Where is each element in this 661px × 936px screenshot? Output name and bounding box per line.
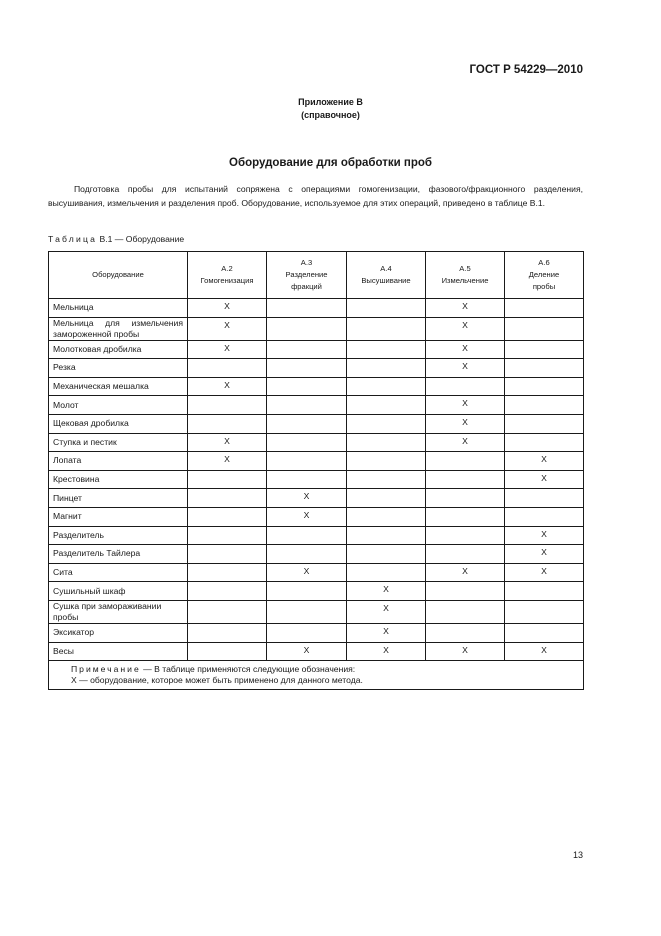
- mark-cell: [347, 470, 426, 489]
- table-caption: [48, 234, 184, 244]
- equipment-name: Разделитель Тайлера: [49, 545, 188, 564]
- mark-cell: [347, 433, 426, 452]
- mark-cell: [188, 359, 267, 378]
- mark-cell: [505, 600, 584, 623]
- table-row: [49, 299, 584, 318]
- column-header-code: А.4: [380, 264, 392, 273]
- mark-cell: [505, 340, 584, 359]
- column-header-sample-division: [505, 252, 584, 299]
- mark-cell: X: [505, 470, 584, 489]
- mark-cell: [188, 414, 267, 433]
- mark-cell: [347, 340, 426, 359]
- column-header-drying: [347, 252, 426, 299]
- mark-cell: X: [505, 563, 584, 582]
- mark-cell: [347, 489, 426, 508]
- mark-cell: X: [267, 642, 347, 661]
- equipment-name: Разделитель: [49, 526, 188, 545]
- mark-cell: [426, 545, 505, 564]
- table-row: [49, 623, 584, 642]
- mark-cell: X: [426, 563, 505, 582]
- mark-cell: [188, 489, 267, 508]
- mark-cell: [267, 452, 347, 471]
- mark-cell: X: [347, 623, 426, 642]
- table-row: [49, 470, 584, 489]
- table-row: [49, 340, 584, 359]
- mark-cell: [426, 470, 505, 489]
- column-header-homogenization: [188, 252, 267, 299]
- table-row: [49, 489, 584, 508]
- mark-cell: [505, 299, 584, 318]
- mark-cell: [426, 452, 505, 471]
- mark-cell: [267, 526, 347, 545]
- appendix-heading: [0, 96, 661, 122]
- column-header-equipment: [49, 252, 188, 299]
- mark-cell: [505, 433, 584, 452]
- column-header-code: А.3: [300, 258, 313, 267]
- mark-cell: [505, 396, 584, 415]
- mark-cell: X: [426, 396, 505, 415]
- mark-cell: [188, 582, 267, 601]
- mark-cell: [505, 507, 584, 526]
- mark-cell: [188, 470, 267, 489]
- equipment-name: Молот: [49, 396, 188, 415]
- table-header-row: [49, 252, 584, 299]
- mark-cell: [505, 377, 584, 396]
- mark-cell: [505, 489, 584, 508]
- mark-cell: X: [188, 433, 267, 452]
- mark-cell: [188, 507, 267, 526]
- mark-cell: [426, 507, 505, 526]
- equipment-name: Весы: [49, 642, 188, 661]
- equipment-name: Сита: [49, 563, 188, 582]
- column-header-fraction-separation: [267, 252, 347, 299]
- mark-cell: [347, 299, 426, 318]
- mark-cell: [347, 507, 426, 526]
- equipment-name: Сушка при замораживании пробы: [49, 600, 188, 623]
- table-caption-prefix: Таблица: [48, 234, 98, 244]
- table-note-line2: X — оборудование, которое может быть применено для данного метода.: [71, 675, 363, 686]
- mark-cell: X: [347, 642, 426, 661]
- mark-cell: [188, 563, 267, 582]
- mark-cell: [347, 414, 426, 433]
- table-row: [49, 452, 584, 471]
- standard-code: ГОСТ Р 54229—2010: [469, 64, 583, 76]
- equipment-name: Пинцет: [49, 489, 188, 508]
- equipment-name: Эксикатор: [49, 623, 188, 642]
- appendix-title: Приложение В: [298, 97, 363, 107]
- table-caption-text: В.1 — Оборудование: [99, 234, 185, 244]
- table-row: [49, 642, 584, 661]
- mark-cell: X: [188, 452, 267, 471]
- mark-cell: X: [505, 642, 584, 661]
- mark-cell: [267, 545, 347, 564]
- table-row: [49, 507, 584, 526]
- equipment-name: Сушильный шкаф: [49, 582, 188, 601]
- mark-cell: [505, 623, 584, 642]
- mark-cell: [505, 582, 584, 601]
- mark-cell: [188, 623, 267, 642]
- table-note-prefix: Примечание: [71, 664, 141, 675]
- column-header-label: Гомогенизация: [200, 276, 254, 285]
- column-header-code: А.2: [221, 264, 233, 273]
- column-header-label: фракций: [291, 282, 322, 291]
- mark-cell: [347, 396, 426, 415]
- mark-cell: [188, 600, 267, 623]
- table-row: [49, 396, 584, 415]
- mark-cell: X: [426, 359, 505, 378]
- mark-cell: X: [505, 526, 584, 545]
- table-row: [49, 563, 584, 582]
- table-note-text: — В таблице применяются следующие обозначения:: [143, 664, 356, 675]
- table-note: [49, 661, 584, 690]
- mark-cell: [347, 526, 426, 545]
- mark-cell: [426, 489, 505, 508]
- section-title: Оборудование для обработки проб: [229, 157, 432, 169]
- mark-cell: X: [426, 340, 505, 359]
- mark-cell: X: [426, 414, 505, 433]
- equipment-name: Резка: [49, 359, 188, 378]
- mark-cell: X: [426, 642, 505, 661]
- intro-paragraph: Подготовка пробы для испытаний сопряжена с операциями гомогенизации, фазового/фракционного разделения, высушивания, измельчения и разделения проб. Оборудование, используемое для этих операций, приведено в таблице В.1.: [48, 184, 583, 208]
- equipment-name: Щековая дробилка: [49, 414, 188, 433]
- mark-cell: [505, 359, 584, 378]
- mark-cell: X: [267, 563, 347, 582]
- column-header-label: Оборудование: [92, 270, 144, 279]
- column-header-label: Измельчение: [441, 276, 489, 285]
- mark-cell: [188, 545, 267, 564]
- equipment-name: Мельница: [49, 299, 188, 318]
- table-row: [49, 414, 584, 433]
- mark-cell: [267, 396, 347, 415]
- mark-cell: X: [505, 452, 584, 471]
- mark-cell: X: [188, 340, 267, 359]
- mark-cell: [347, 377, 426, 396]
- mark-cell: [267, 470, 347, 489]
- mark-cell: X: [426, 317, 505, 340]
- mark-cell: X: [188, 317, 267, 340]
- mark-cell: [188, 526, 267, 545]
- mark-cell: [347, 359, 426, 378]
- mark-cell: [426, 526, 505, 545]
- mark-cell: [267, 582, 347, 601]
- mark-cell: [347, 452, 426, 471]
- mark-cell: [426, 377, 505, 396]
- mark-cell: X: [426, 299, 505, 318]
- mark-cell: [267, 433, 347, 452]
- table-row: [49, 526, 584, 545]
- mark-cell: [426, 623, 505, 642]
- equipment-name: Крестовина: [49, 470, 188, 489]
- table-row: [49, 317, 584, 340]
- table-row: [49, 359, 584, 378]
- equipment-name: Мельница для измельчения замороженной пробы: [49, 317, 188, 340]
- mark-cell: [505, 317, 584, 340]
- column-header-grinding: [426, 252, 505, 299]
- mark-cell: [188, 396, 267, 415]
- column-header-label: Деление: [528, 270, 560, 279]
- page-number: 13: [572, 850, 583, 860]
- mark-cell: [267, 623, 347, 642]
- table-note-line1: [71, 664, 579, 675]
- mark-cell: [347, 563, 426, 582]
- table-row: [49, 433, 584, 452]
- mark-cell: [267, 600, 347, 623]
- mark-cell: X: [347, 582, 426, 601]
- table-row: [49, 582, 584, 601]
- table-row: [49, 545, 584, 564]
- equipment-name: Молотковая дробилка: [49, 340, 188, 359]
- mark-cell: X: [347, 600, 426, 623]
- mark-cell: [267, 299, 347, 318]
- mark-cell: [188, 642, 267, 661]
- mark-cell: [347, 545, 426, 564]
- table-row: [49, 377, 584, 396]
- mark-cell: [347, 317, 426, 340]
- mark-cell: [267, 377, 347, 396]
- table-note-row: [49, 661, 584, 690]
- mark-cell: X: [188, 377, 267, 396]
- equipment-name: Ступка и пестик: [49, 433, 188, 452]
- mark-cell: [267, 317, 347, 340]
- mark-cell: [505, 414, 584, 433]
- equipment-name: Механическая мешалка: [49, 377, 188, 396]
- equipment-name: Лопата: [49, 452, 188, 471]
- column-header-label: Разделение: [285, 270, 328, 279]
- mark-cell: X: [267, 507, 347, 526]
- column-header-code: А.6: [538, 258, 550, 267]
- column-header-label: пробы: [532, 282, 556, 291]
- mark-cell: [267, 359, 347, 378]
- mark-cell: X: [267, 489, 347, 508]
- equipment-table: [48, 251, 584, 690]
- mark-cell: X: [188, 299, 267, 318]
- equipment-name: Магнит: [49, 507, 188, 526]
- mark-cell: X: [426, 433, 505, 452]
- mark-cell: [426, 582, 505, 601]
- table-row: [49, 600, 584, 623]
- column-header-code: А.5: [459, 264, 471, 273]
- column-header-label: Высушивание: [361, 276, 411, 285]
- mark-cell: X: [505, 545, 584, 564]
- appendix-subtitle: (справочное): [301, 110, 360, 120]
- mark-cell: [426, 600, 505, 623]
- mark-cell: [267, 414, 347, 433]
- mark-cell: [267, 340, 347, 359]
